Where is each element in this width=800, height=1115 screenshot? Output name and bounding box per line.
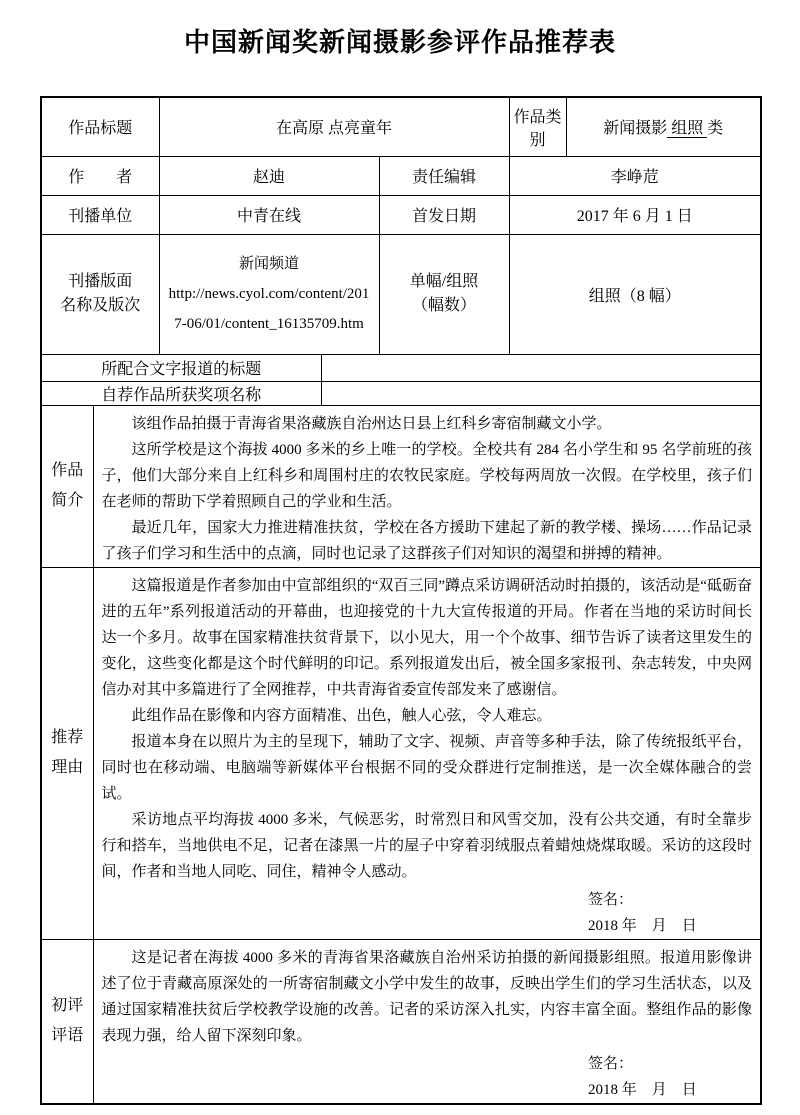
photo-count-label [379,234,509,354]
table-row-text-report-title [41,354,761,381]
table-row-author [41,156,761,195]
table-row-recommendation [41,567,761,939]
review-signature-label: 签名： [588,1055,634,1072]
intro-label-line2: 简介 [51,492,84,509]
category-suffix: 类 [707,120,724,138]
review-signature-block [588,1051,706,1103]
text-report-title-value [321,354,761,381]
table-row-page-info [41,234,761,354]
work-title-value: 在高原 点亮童年 [159,97,509,156]
category-value [566,97,761,156]
recommendation-label-line2: 理由 [51,759,84,776]
table-row-unit [41,195,761,234]
table-row-intro [41,405,761,567]
award-name-label: 自荐作品所获奖项名称 [41,381,321,405]
table-row-review [41,939,761,1104]
recommendation-form-table [40,96,762,1105]
award-name-value [321,381,761,405]
review-section-text [93,939,761,1104]
article-url: http://news.cyol.com/content/2017-06/01/content_16135709.htm [168,286,370,332]
work-title-label: 作品标题 [41,97,159,156]
page-name-label-line1: 刊播版面 [68,273,133,290]
recommendation-signature-block [588,887,706,939]
recommendation-section-label [41,567,93,939]
photo-count-value: 组照（8 幅） [509,234,761,354]
text-report-title-label: 所配合文字报道的标题 [41,354,321,381]
category-label: 作品类别 [509,97,566,156]
intro-section-label [41,405,93,567]
editor-label: 责任编辑 [379,156,509,195]
photo-count-label-line1: 单幅/组照 [409,273,479,290]
recommendation-section-text [93,567,761,939]
publish-unit-value: 中青在线 [159,195,379,234]
author-value: 赵迪 [159,156,379,195]
review-label-line1: 初评 [51,997,84,1014]
first-publish-date-label: 首发日期 [379,195,509,234]
editor-value: 李峥苊 [509,156,761,195]
channel-url-cell [159,234,379,354]
author-label: 作 者 [41,156,159,195]
table-row-title [41,97,761,156]
photo-count-label-line2: （幅数） [412,297,477,314]
page-name-label [41,234,159,354]
recommendation-signature-label: 签名： [588,891,634,908]
review-label-line2: 评语 [51,1027,84,1044]
category-prefix: 新闻摄影 [603,120,668,138]
intro-section-text: 该组作品拍摄于青海省果洛藏族自治州达日县上红科乡寄宿制藏文小学。 这所学校是这个海拔 4000 多米的乡上唯一的学校。全校共有 284 名小学生和 95 名学前班的孩子，他们大部分来自上红科乡和周围村庄的农牧民家庭。学校每两周放一次假。在学校里，孩子们在老师的帮助下学着照顾自己的学业和生活。 最近几年，国家大力推进精准扶贫，学校在各方援助下建起了新的教学楼、操场……作品记录了孩子们学习和生活中的点滴，同时也记录了这群孩子们对知识的渴望和拼搏的精神。 [93,405,761,567]
publish-unit-label: 刊播单位 [41,195,159,234]
review-section-label [41,939,93,1104]
review-paragraphs: 这是记者在海拔 4000 多米的青海省果洛藏族自治州采访拍摄的新闻摄影组照。报道用影像讲述了位于青藏高原深处的一所寄宿制藏文小学中发生的故事，反映出学生们的学习生活状态，以及通过国家精准扶贫后学校教学设施的改善。记者的采访深入扎实，内容丰富全面。整组作品的影像表现力强，给人留下深刻印象。 [101,949,753,1044]
channel-name: 新闻频道 [239,256,300,272]
page-name-label-line2: 名称及版次 [60,297,141,314]
table-row-award-name [41,381,761,405]
recommendation-signature-date: 2018 年 月 日 [588,917,697,934]
intro-label-line1: 作品 [51,462,84,479]
review-signature-date: 2018 年 月 日 [588,1081,697,1098]
recommendation-label-line1: 推荐 [51,729,84,746]
page-title: 中国新闻奖新闻摄影参评作品推荐表 [183,28,616,58]
recommendation-paragraphs: 这篇报道是作者参加由中宣部组织的“双百三同”蹲点采访调研活动时拍摄的，该活动是“砥砺奋进的五年”系列报道活动的开幕曲，也迎接党的十九大宣传报道的开局。作者在当地的采访时间长达一个多月。故事在国家精准扶贫背景下，以小见大，用一个个故事、细节告诉了读者这里发生的变化，这些变化都是这个时代鲜明的印记。系列报道发出后，被全国多家报刊、杂志转发，中央网信办对其中多篇进行了全网推荐，中共青海省委宣传部发来了感谢信。 此组作品在影像和内容方面精准、出色，触人心弦，令人难忘。 报道本身在以照片为主的呈现下，辅助了文字、视频、声音等多种手法，除了传统报纸平台，同时也在移动端、电脑端等新媒体平台根据不同的受众群进行定制推送，是一次全媒体融合的尝试。 采访地点平均海拔 4000 多米，气候恶劣，时常烈日和风雪交加，没有公共交通，有时全靠步行和搭车，当地供电不足，记者在漆黑一片的屋子中穿着羽绒服点着蜡烛烧煤取暖。采访的这段时间，作者和当地人同吃、同住，精神令人感动。 [101,577,753,880]
first-publish-date-value: 2017 年 6 月 1 日 [509,195,761,234]
category-underlined-value: 组照 [667,120,708,138]
